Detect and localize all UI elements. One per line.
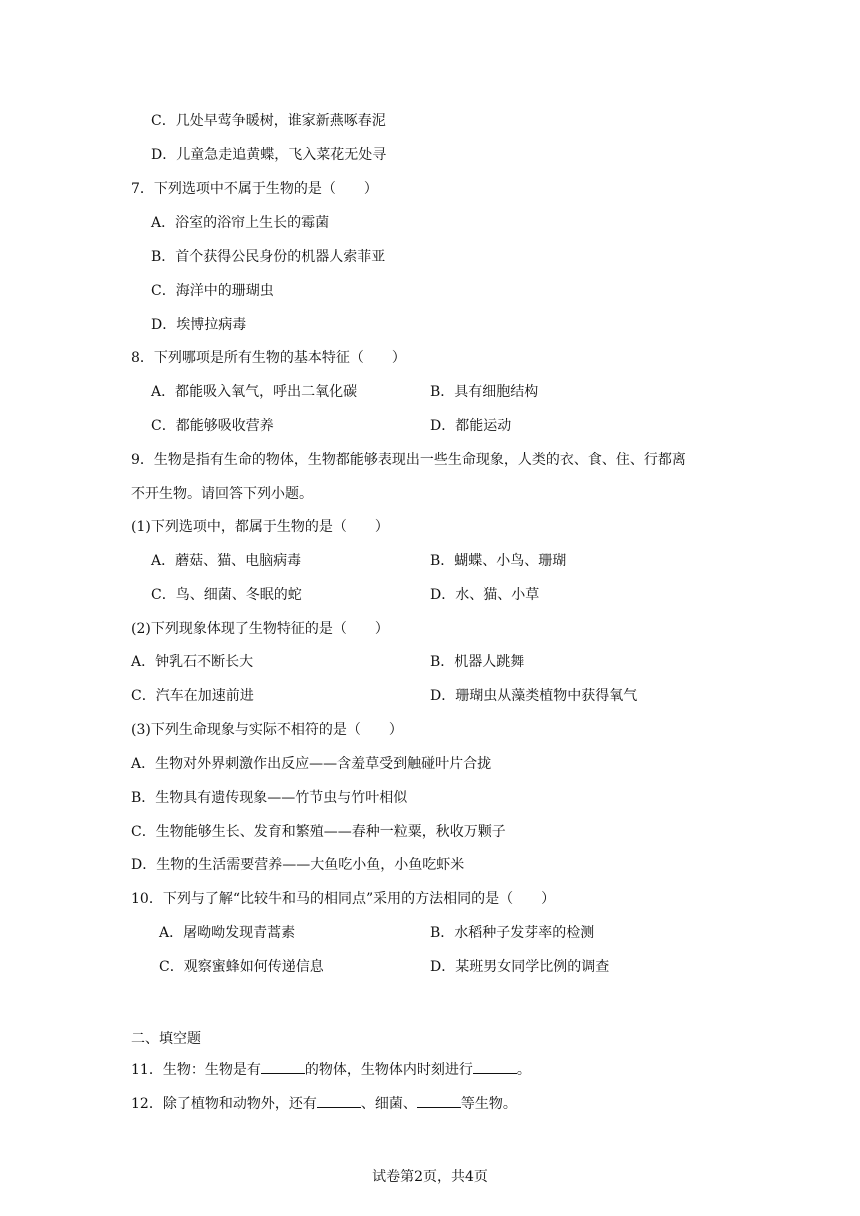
q8-option-c: C．都能够吸收营养 bbox=[151, 418, 274, 434]
q9-sub3-option-a: A．生物对外界刺激作出反应——含羞草受到触碰叶片合拢 bbox=[131, 756, 492, 772]
q9-sub2-stem: (2)下列现象体现了生物特征的是（ ） bbox=[131, 621, 389, 637]
q7-option-c: C．海洋中的珊瑚虫 bbox=[151, 283, 274, 299]
q10-stem: 10．下列与了解“比较牛和马的相同点”采用的方法相同的是（ ） bbox=[131, 891, 556, 907]
q9-sub3-stem: (3)下列生命现象与实际不相符的是（ ） bbox=[131, 722, 403, 738]
q9-sub1-option-b: B．蝴蝶、小鸟、珊瑚 bbox=[430, 553, 567, 569]
q9-stem-line2: 不开生物。请回答下列小题。 bbox=[131, 486, 313, 502]
q11-text-3: 。 bbox=[516, 1062, 531, 1078]
q9-sub2-option-a: A．钟乳石不断长大 bbox=[131, 654, 254, 670]
q7-option-b: B．首个获得公民身份的机器人索菲亚 bbox=[151, 249, 386, 265]
page-footer: 试卷第2页，共4页 bbox=[372, 1169, 488, 1185]
q6-option-d: D．儿童急走追黄蝶，飞入菜花无处寻 bbox=[151, 147, 387, 163]
q9-sub2-option-c: C．汽车在加速前进 bbox=[131, 688, 254, 704]
q12-text-3: 等生物。 bbox=[460, 1096, 517, 1112]
section-heading: 二、填空题 bbox=[131, 1031, 201, 1047]
q10-option-b: B．水稻种子发芽率的检测 bbox=[430, 925, 595, 941]
q10-option-a: A．屠呦呦发现青蒿素 bbox=[159, 925, 296, 941]
q11-blank-2 bbox=[473, 1059, 517, 1074]
q9-sub3-option-d: D．生物的生活需要营养——大鱼吃小鱼，小鱼吃虾米 bbox=[131, 857, 465, 873]
q10-option-c: C．观察蜜蜂如何传递信息 bbox=[159, 959, 324, 975]
q8-option-a: A．都能吸入氧气，呼出二氧化碳 bbox=[151, 384, 358, 400]
q9-sub2-option-b: B．机器人跳舞 bbox=[430, 654, 525, 670]
q8-option-b: B．具有细胞结构 bbox=[430, 384, 539, 400]
q11-text-2: 的物体，生物体内时刻进行 bbox=[304, 1062, 473, 1078]
q9-sub1-option-a: A．蘑菇、猫、电脑病毒 bbox=[151, 553, 302, 569]
q7-option-d: D．埃博拉病毒 bbox=[151, 317, 247, 333]
q9-sub1-option-c: C．鸟、细菌、冬眠的蛇 bbox=[151, 587, 302, 603]
q9-sub1-stem: (1)下列选项中，都属于生物的是（ ） bbox=[131, 519, 389, 535]
q12-text-1: 12．除了植物和动物外，还有 bbox=[131, 1096, 317, 1112]
q7-option-a: A．浴室的浴帘上生长的霉菌 bbox=[151, 215, 330, 231]
q8-stem: 8．下列哪项是所有生物的基本特征（ ） bbox=[131, 350, 406, 366]
q11-text-1: 11．生物：生物是有 bbox=[131, 1062, 261, 1078]
q9-sub2-option-d: D．珊瑚虫从藻类植物中获得氧气 bbox=[430, 688, 638, 704]
q9-sub1-option-d: D．水、猫、小草 bbox=[430, 587, 540, 603]
q9-sub3-option-b: B．生物具有遗传现象——竹节虫与竹叶相似 bbox=[131, 790, 408, 806]
q12-blank-1 bbox=[317, 1093, 361, 1108]
q11-blank-1 bbox=[261, 1059, 305, 1074]
q8-option-d: D．都能运动 bbox=[430, 418, 512, 434]
q9-stem-line1: 9．生物是指有生命的物体，生物都能够表现出一些生命现象，人类的衣、食、住、行都离 bbox=[131, 452, 686, 468]
q12-text-2: 、细菌、 bbox=[360, 1096, 417, 1112]
q9-sub3-option-c: C．生物能够生长、发育和繁殖——春种一粒粟，秋收万颗子 bbox=[131, 824, 506, 840]
q6-option-c: C．几处早莺争暖树，谁家新燕啄春泥 bbox=[151, 113, 386, 129]
q10-option-d: D．某班男女同学比例的调查 bbox=[430, 959, 610, 975]
q12-blank-2 bbox=[417, 1093, 461, 1108]
q7-stem: 7．下列选项中不属于生物的是（ ） bbox=[131, 181, 378, 197]
q12-line bbox=[131, 1093, 517, 1114]
q11-line bbox=[131, 1059, 531, 1080]
